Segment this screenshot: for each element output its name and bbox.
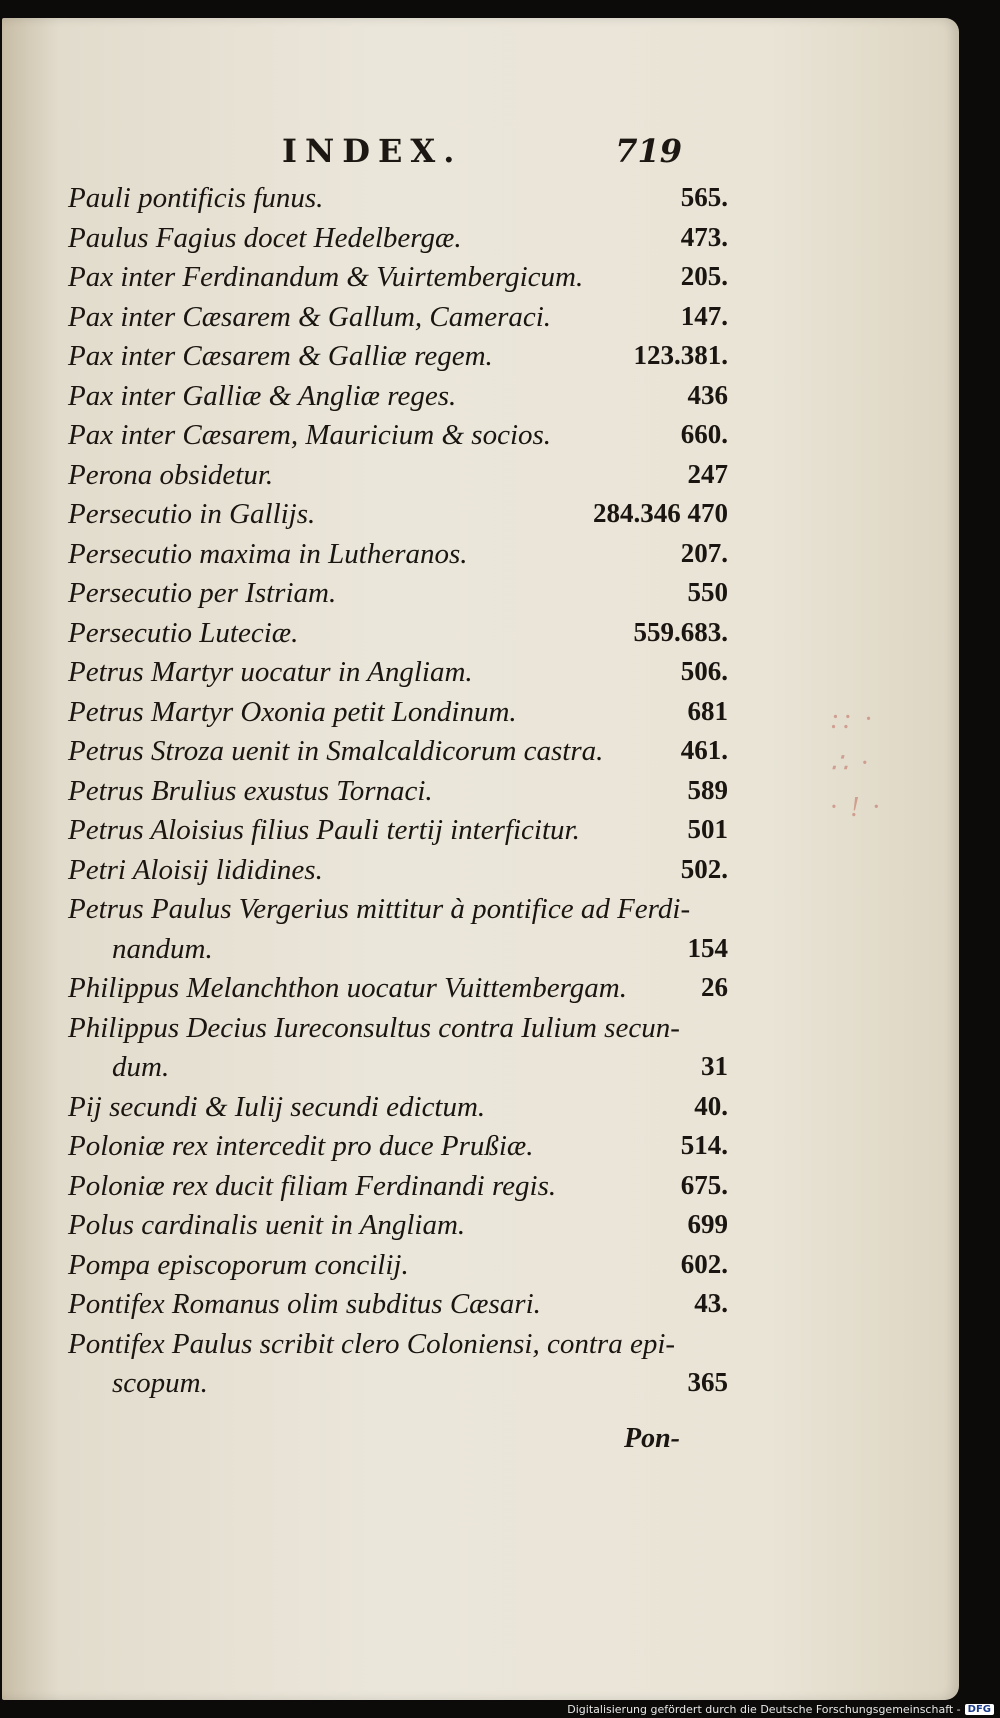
- index-entry: [68, 1008, 728, 1048]
- entry-page-reference: 40.: [694, 1090, 728, 1121]
- index-entry: [68, 1166, 728, 1206]
- entry-page-reference: 473.: [680, 221, 728, 252]
- entry-text: Pax inter Galliæ & Angliæ reges.: [68, 379, 457, 412]
- entry-text: Polus cardinalis uenit in Angliam.: [68, 1209, 466, 1241]
- index-entry: [68, 336, 728, 376]
- entry-text: Petri Aloisij lididines.: [68, 853, 323, 886]
- entry-text: Pauli pontificis funus.: [68, 182, 324, 214]
- index-entry: [68, 218, 728, 258]
- index-entry: [68, 1284, 728, 1324]
- index-entry: [68, 652, 728, 692]
- index-entries: [68, 178, 728, 1403]
- index-entry: [68, 771, 728, 811]
- index-entry: [68, 178, 728, 218]
- entry-page-reference: 461.: [680, 735, 728, 765]
- index-entry: [68, 1363, 728, 1403]
- entry-page-reference: 681: [687, 695, 728, 726]
- entry-page-reference: 26: [701, 972, 728, 1002]
- index-entry: [68, 573, 728, 613]
- entry-text: Petrus Paulus Vergerius mittitur à pontifice ad Ferdi-: [68, 893, 691, 925]
- index-entry: [68, 731, 728, 771]
- entry-text: nandum.: [112, 932, 213, 965]
- index-entry: [68, 968, 728, 1008]
- entry-text: Pij secundi & Iulij secundi edictum.: [68, 1090, 486, 1123]
- dfg-logo: DFG: [965, 1704, 994, 1715]
- entry-page-reference: 514.: [680, 1130, 728, 1160]
- entry-text: dum.: [112, 1051, 170, 1083]
- index-entry: [68, 376, 728, 416]
- entry-page-reference: 154: [687, 932, 728, 963]
- entry-text: Pompa episcoporum concilij.: [68, 1248, 409, 1281]
- entry-text: Pax inter Ferdinandum & Vuirtembergicum.: [68, 261, 584, 293]
- entry-page-reference: 602.: [680, 1248, 728, 1279]
- entry-page-reference: 501: [687, 814, 728, 844]
- entry-text: Persecutio maxima in Lutheranos.: [68, 537, 468, 570]
- entry-page-reference: 506.: [680, 656, 728, 686]
- entry-page-reference: 247: [687, 458, 728, 489]
- index-entry: [68, 613, 728, 653]
- entry-text: Philippus Melanchthon uocatur Vuittembergam.: [68, 972, 627, 1004]
- page-number: 719: [615, 132, 682, 170]
- index-entry: [68, 850, 728, 890]
- entry-text: Paulus Fagius docet Hedelbergæ.: [68, 221, 462, 254]
- entry-page-reference: 550: [687, 577, 728, 607]
- entry-page-reference: 43.: [694, 1288, 728, 1318]
- entry-text: Pax inter Cæsarem & Gallum, Cameraci.: [68, 300, 552, 333]
- index-entry: [68, 1324, 728, 1364]
- entry-page-reference: 699: [687, 1209, 728, 1239]
- digitization-footer: [567, 1701, 994, 1717]
- index-entry: [68, 1245, 728, 1285]
- entry-page-reference: 436: [687, 379, 728, 410]
- entry-text: Petrus Martyr Oxonia petit Londinum.: [68, 695, 517, 728]
- index-entry: [68, 692, 728, 732]
- entry-text: Persecutio per Istriam.: [68, 577, 337, 609]
- index-entry: [68, 1087, 728, 1127]
- footer-text: Digitalisierung gefördert durch die Deutsche Forschungsgemeinschaft -: [567, 1702, 961, 1716]
- entry-page-reference: 559.683.: [633, 616, 728, 647]
- index-entry: [68, 415, 728, 455]
- entry-page-reference: 589: [687, 774, 728, 805]
- entry-text: Pontifex Paulus scribit clero Coloniensi, contra epi-: [68, 1327, 676, 1360]
- entry-text: Perona obsidetur.: [68, 458, 274, 491]
- entry-text: Pax inter Cæsarem & Galliæ regem.: [68, 340, 493, 372]
- entry-page-reference: 365: [687, 1367, 728, 1397]
- entry-text: Petrus Stroza uenit in Smalcaldicorum castra.: [68, 735, 604, 767]
- entry-text: Persecutio in Gallijs.: [68, 498, 316, 530]
- index-entry: [68, 297, 728, 337]
- entry-page-reference: 205.: [680, 261, 728, 291]
- index-entry: [68, 534, 728, 574]
- ink-bleed-through: :: · ∴ · · ! ·: [830, 704, 883, 823]
- entry-text: Pontifex Romanus olim subditus Cæsari.: [68, 1288, 541, 1320]
- entry-page-reference: 31: [701, 1051, 728, 1081]
- entry-text: Poloniæ rex intercedit pro duce Prußiæ.: [68, 1130, 534, 1162]
- entry-page-reference: 147.: [680, 300, 728, 331]
- entry-page-reference: 660.: [680, 419, 728, 449]
- index-entry: [68, 889, 728, 929]
- entry-text: Poloniæ rex ducit filiam Ferdinandi regis.: [68, 1169, 557, 1202]
- entry-page-reference: 675.: [680, 1169, 728, 1200]
- index-entry: [68, 1047, 728, 1087]
- entry-text: Petrus Brulius exustus Tornaci.: [68, 774, 433, 807]
- index-entry: [68, 494, 728, 534]
- index-entry: [68, 810, 728, 850]
- book-page: [2, 18, 959, 1700]
- entry-text: Petrus Aloisius filius Pauli tertij interficitur.: [68, 814, 580, 846]
- page-header: [272, 114, 692, 174]
- catchword: Pon-: [624, 1423, 680, 1454]
- index-entry: [68, 1205, 728, 1245]
- entry-page-reference: 207.: [680, 537, 728, 568]
- entry-text: Philippus Decius Iureconsultus contra Iulium secun-: [68, 1011, 680, 1044]
- entry-text: scopum.: [112, 1367, 208, 1399]
- entry-page-reference: 502.: [680, 853, 728, 884]
- entry-text: Pax inter Cæsarem, Mauricium & socios.: [68, 419, 552, 451]
- entry-page-reference: 284.346 470: [593, 498, 728, 528]
- index-entry: [68, 1126, 728, 1166]
- entry-page-reference: 123.381.: [633, 340, 728, 370]
- entry-page-reference: 565.: [680, 182, 728, 212]
- index-entry: [68, 455, 728, 495]
- entry-text: Persecutio Luteciæ.: [68, 616, 299, 649]
- running-title: INDEX.: [282, 132, 463, 170]
- index-entry: [68, 929, 728, 969]
- entry-text: Petrus Martyr uocatur in Angliam.: [68, 656, 473, 688]
- index-entry: [68, 257, 728, 297]
